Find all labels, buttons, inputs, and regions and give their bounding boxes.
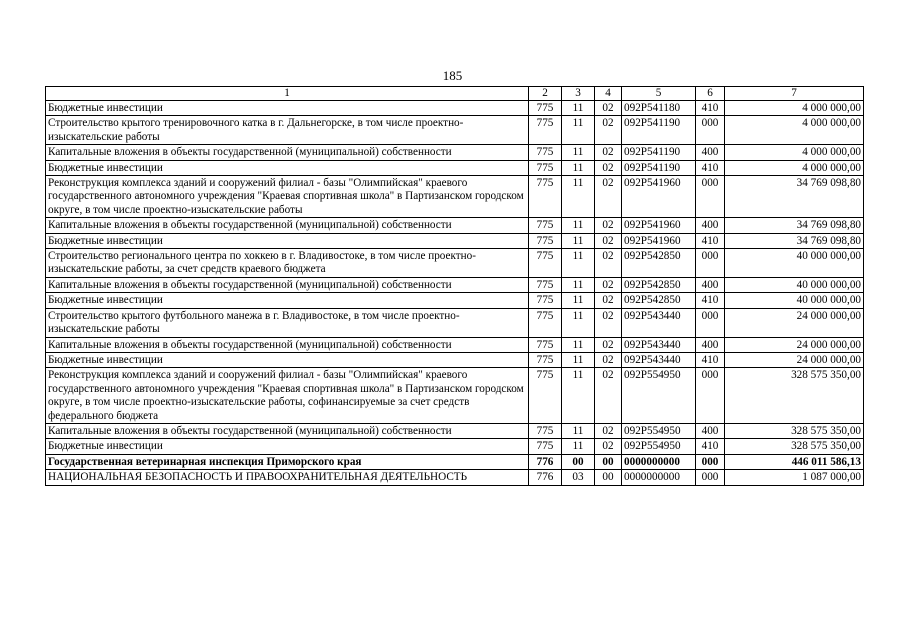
section-code: 11 bbox=[562, 277, 595, 292]
target-article-code: 092Р554950 bbox=[622, 439, 696, 454]
subsection-code: 02 bbox=[595, 176, 622, 218]
subsection-code: 02 bbox=[595, 116, 622, 145]
amount: 34 769 098,80 bbox=[725, 233, 864, 248]
admin-code: 776 bbox=[529, 470, 562, 485]
row-name: Строительство регионального центра по хоккею в г. Владивостоке, в том числе проектно-изыскательские работы, за счет средств краевого бюджета bbox=[46, 249, 529, 278]
section-code: 11 bbox=[562, 423, 595, 438]
target-article-code: 092Р542850 bbox=[622, 249, 696, 278]
amount: 40 000 000,00 bbox=[725, 277, 864, 292]
table-row bbox=[46, 423, 864, 438]
subsection-code: 02 bbox=[595, 337, 622, 352]
header-row bbox=[46, 87, 864, 101]
table-row bbox=[46, 454, 864, 469]
expense-type-code: 400 bbox=[696, 145, 725, 160]
admin-code: 775 bbox=[529, 293, 562, 308]
expense-type-code: 400 bbox=[696, 337, 725, 352]
column-header: 5 bbox=[622, 87, 696, 101]
section-code: 11 bbox=[562, 233, 595, 248]
amount: 4 000 000,00 bbox=[725, 145, 864, 160]
admin-code: 775 bbox=[529, 308, 562, 337]
expense-type-code: 000 bbox=[696, 454, 725, 469]
column-header: 7 bbox=[725, 87, 864, 101]
amount: 34 769 098,80 bbox=[725, 176, 864, 218]
row-name: Капитальные вложения в объекты государственной (муниципальной) собственности bbox=[46, 337, 529, 352]
row-name: НАЦИОНАЛЬНАЯ БЕЗОПАСНОСТЬ И ПРАВООХРАНИТЕЛЬНАЯ ДЕЯТЕЛЬНОСТЬ bbox=[46, 470, 529, 485]
expense-type-code: 410 bbox=[696, 160, 725, 175]
target-article-code: 092Р541960 bbox=[622, 233, 696, 248]
expense-type-code: 410 bbox=[696, 233, 725, 248]
subsection-code: 02 bbox=[595, 439, 622, 454]
admin-code: 775 bbox=[529, 160, 562, 175]
amount: 328 575 350,00 bbox=[725, 368, 864, 424]
amount: 446 011 586,13 bbox=[725, 454, 864, 469]
amount: 4 000 000,00 bbox=[725, 101, 864, 116]
admin-code: 775 bbox=[529, 116, 562, 145]
row-name: Бюджетные инвестиции bbox=[46, 160, 529, 175]
admin-code: 775 bbox=[529, 337, 562, 352]
column-header: 3 bbox=[562, 87, 595, 101]
target-article-code: 092Р541960 bbox=[622, 176, 696, 218]
amount: 4 000 000,00 bbox=[725, 160, 864, 175]
table-row bbox=[46, 308, 864, 337]
target-article-code: 092Р541190 bbox=[622, 160, 696, 175]
amount: 1 087 000,00 bbox=[725, 470, 864, 485]
target-article-code: 092Р541180 bbox=[622, 101, 696, 116]
expense-type-code: 000 bbox=[696, 308, 725, 337]
amount: 24 000 000,00 bbox=[725, 337, 864, 352]
target-article-code: 092Р542850 bbox=[622, 293, 696, 308]
section-code: 11 bbox=[562, 160, 595, 175]
expense-type-code: 000 bbox=[696, 249, 725, 278]
target-article-code: 092Р554950 bbox=[622, 423, 696, 438]
table-row bbox=[46, 293, 864, 308]
row-name: Бюджетные инвестиции bbox=[46, 352, 529, 367]
target-article-code: 092Р542850 bbox=[622, 277, 696, 292]
row-name: Бюджетные инвестиции bbox=[46, 293, 529, 308]
expense-type-code: 410 bbox=[696, 101, 725, 116]
expense-type-code: 410 bbox=[696, 439, 725, 454]
expense-type-code: 400 bbox=[696, 423, 725, 438]
subsection-code: 02 bbox=[595, 101, 622, 116]
admin-code: 775 bbox=[529, 233, 562, 248]
amount: 40 000 000,00 bbox=[725, 293, 864, 308]
section-code: 11 bbox=[562, 337, 595, 352]
table-row bbox=[46, 176, 864, 218]
table-row bbox=[46, 249, 864, 278]
subsection-code: 00 bbox=[595, 454, 622, 469]
row-name: Строительство крытого тренировочного катка в г. Дальнегорске, в том числе проектно-изыскательские работы bbox=[46, 116, 529, 145]
expense-type-code: 410 bbox=[696, 352, 725, 367]
column-header: 1 bbox=[46, 87, 529, 101]
subsection-code: 02 bbox=[595, 233, 622, 248]
expense-type-code: 400 bbox=[696, 277, 725, 292]
expense-type-code: 000 bbox=[696, 368, 725, 424]
amount: 34 769 098,80 bbox=[725, 218, 864, 233]
row-name: Реконструкция комплекса зданий и сооружений филиал - базы "Олимпийская" краевого государственного автономного учреждения "Краевая спортивная школа" в Партизанском городском округе, в том числе проектно-изыскательские работы bbox=[46, 176, 529, 218]
row-name: Капитальные вложения в объекты государственной (муниципальной) собственности bbox=[46, 145, 529, 160]
expense-type-code: 400 bbox=[696, 218, 725, 233]
subsection-code: 02 bbox=[595, 277, 622, 292]
target-article-code: 0000000000 bbox=[622, 470, 696, 485]
section-code: 11 bbox=[562, 176, 595, 218]
admin-code: 776 bbox=[529, 454, 562, 469]
row-name: Бюджетные инвестиции bbox=[46, 233, 529, 248]
table-row bbox=[46, 470, 864, 485]
target-article-code: 092Р554950 bbox=[622, 368, 696, 424]
row-name: Строительство крытого футбольного манежа в г. Владивостоке, в том числе проектно-изыскательские работы bbox=[46, 308, 529, 337]
table-row bbox=[46, 218, 864, 233]
budget-table bbox=[45, 86, 864, 486]
table-row bbox=[46, 145, 864, 160]
admin-code: 775 bbox=[529, 352, 562, 367]
target-article-code: 092Р541190 bbox=[622, 116, 696, 145]
row-name: Реконструкция комплекса зданий и сооружений филиал - базы "Олимпийская" краевого государственного автономного учреждения "Краевая спортивная школа" в Партизанском городском округе, в том числе проектно-изыскательские работы, софинансируемые за счет средств федерального бюджета bbox=[46, 368, 529, 424]
table-row bbox=[46, 233, 864, 248]
subsection-code: 00 bbox=[595, 470, 622, 485]
expense-type-code: 000 bbox=[696, 116, 725, 145]
expense-type-code: 000 bbox=[696, 176, 725, 218]
target-article-code: 092Р541190 bbox=[622, 145, 696, 160]
section-code: 11 bbox=[562, 249, 595, 278]
admin-code: 775 bbox=[529, 218, 562, 233]
section-code: 11 bbox=[562, 368, 595, 424]
section-code: 11 bbox=[562, 101, 595, 116]
admin-code: 775 bbox=[529, 439, 562, 454]
section-code: 00 bbox=[562, 454, 595, 469]
subsection-code: 02 bbox=[595, 160, 622, 175]
admin-code: 775 bbox=[529, 145, 562, 160]
section-code: 11 bbox=[562, 293, 595, 308]
row-name: Государственная ветеринарная инспекция Приморского края bbox=[46, 454, 529, 469]
subsection-code: 02 bbox=[595, 293, 622, 308]
section-code: 11 bbox=[562, 308, 595, 337]
row-name: Бюджетные инвестиции bbox=[46, 101, 529, 116]
amount: 328 575 350,00 bbox=[725, 423, 864, 438]
table-row bbox=[46, 116, 864, 145]
section-code: 11 bbox=[562, 218, 595, 233]
subsection-code: 02 bbox=[595, 249, 622, 278]
column-header: 6 bbox=[696, 87, 725, 101]
page-number: 185 bbox=[442, 68, 463, 83]
target-article-code: 092Р543440 bbox=[622, 337, 696, 352]
row-name: Капитальные вложения в объекты государственной (муниципальной) собственности bbox=[46, 423, 529, 438]
amount: 40 000 000,00 bbox=[725, 249, 864, 278]
table-row bbox=[46, 337, 864, 352]
row-name: Бюджетные инвестиции bbox=[46, 439, 529, 454]
amount: 24 000 000,00 bbox=[725, 308, 864, 337]
admin-code: 775 bbox=[529, 176, 562, 218]
row-name: Капитальные вложения в объекты государственной (муниципальной) собственности bbox=[46, 218, 529, 233]
admin-code: 775 bbox=[529, 368, 562, 424]
amount: 328 575 350,00 bbox=[725, 439, 864, 454]
column-header: 2 bbox=[529, 87, 562, 101]
row-name: Капитальные вложения в объекты государственной (муниципальной) собственности bbox=[46, 277, 529, 292]
target-article-code: 0000000000 bbox=[622, 454, 696, 469]
amount: 24 000 000,00 bbox=[725, 352, 864, 367]
admin-code: 775 bbox=[529, 249, 562, 278]
section-code: 11 bbox=[562, 145, 595, 160]
subsection-code: 02 bbox=[595, 352, 622, 367]
subsection-code: 02 bbox=[595, 308, 622, 337]
expense-type-code: 000 bbox=[696, 470, 725, 485]
table-row bbox=[46, 352, 864, 367]
section-code: 03 bbox=[562, 470, 595, 485]
amount: 4 000 000,00 bbox=[725, 116, 864, 145]
table-row bbox=[46, 368, 864, 424]
target-article-code: 092Р541960 bbox=[622, 218, 696, 233]
table-row bbox=[46, 439, 864, 454]
admin-code: 775 bbox=[529, 423, 562, 438]
section-code: 11 bbox=[562, 439, 595, 454]
subsection-code: 02 bbox=[595, 145, 622, 160]
section-code: 11 bbox=[562, 116, 595, 145]
admin-code: 775 bbox=[529, 101, 562, 116]
target-article-code: 092Р543440 bbox=[622, 308, 696, 337]
subsection-code: 02 bbox=[595, 368, 622, 424]
section-code: 11 bbox=[562, 352, 595, 367]
target-article-code: 092Р543440 bbox=[622, 352, 696, 367]
expense-type-code: 410 bbox=[696, 293, 725, 308]
table-row bbox=[46, 160, 864, 175]
subsection-code: 02 bbox=[595, 423, 622, 438]
table-row bbox=[46, 101, 864, 116]
subsection-code: 02 bbox=[595, 218, 622, 233]
admin-code: 775 bbox=[529, 277, 562, 292]
column-header: 4 bbox=[595, 87, 622, 101]
table-row bbox=[46, 277, 864, 292]
